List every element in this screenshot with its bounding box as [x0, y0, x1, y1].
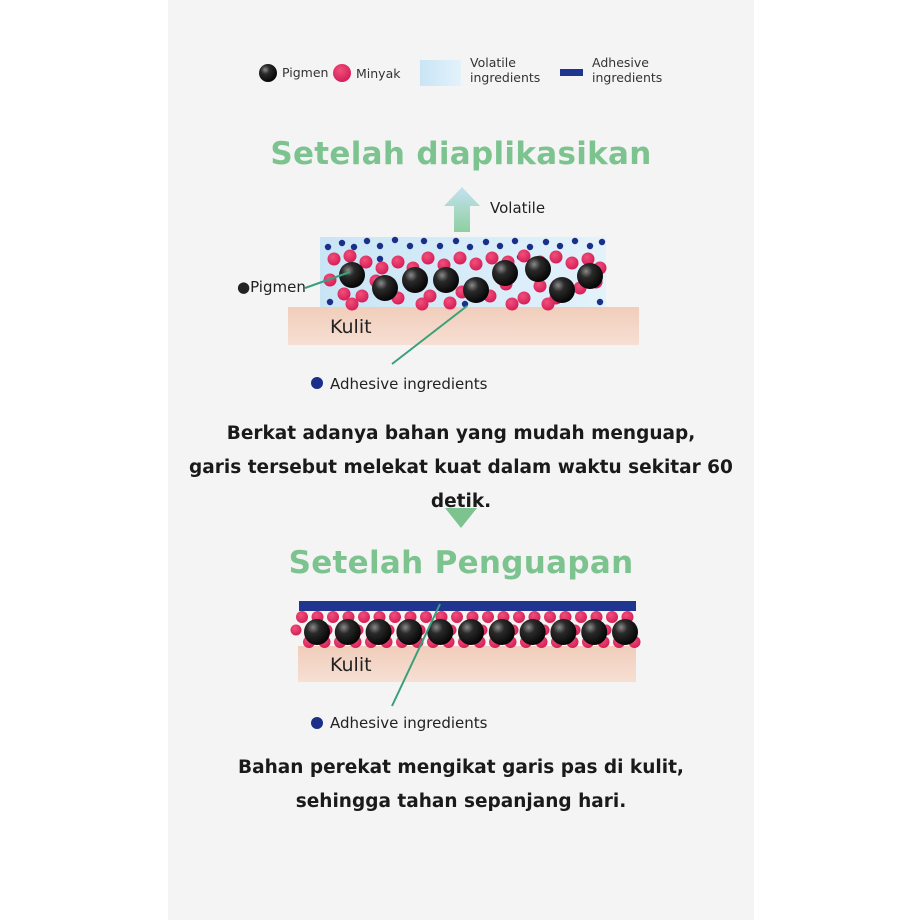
- oil-particle: [344, 250, 357, 263]
- oil-particle: [420, 611, 432, 623]
- adhesive-dot: [543, 239, 549, 245]
- adhesive-dot: [377, 256, 383, 262]
- pigment-particle: [372, 275, 398, 301]
- pigment-particle: [549, 277, 575, 303]
- pigment-particle: [463, 277, 489, 303]
- oil-particle: [346, 298, 359, 311]
- oil-particle: [358, 611, 370, 623]
- pigment-particle: [402, 267, 428, 293]
- adhesive-dot: [557, 243, 563, 249]
- pigment-particle: [550, 619, 576, 645]
- adhesive-dot: [364, 238, 370, 244]
- oil-particle: [389, 611, 401, 623]
- adhesive-label-2: Adhesive ingredients: [330, 714, 488, 732]
- adhesive-dot: [527, 244, 533, 250]
- adhesive-dot: [327, 299, 333, 305]
- legend-oil-label: Minyak: [356, 66, 401, 81]
- section1-caption: Berkat adanya bahan yang mudah menguap, garis tersebut melekat kuat dalam waktu sekitar 60 detik.: [189, 423, 733, 512]
- oil-particle: [513, 611, 525, 623]
- oil-particle: [486, 252, 499, 265]
- pigment-particle: [577, 263, 603, 289]
- oil-particle: [328, 253, 341, 266]
- adhesive-dot: [512, 238, 518, 244]
- legend-volatile-swatch: [420, 60, 461, 86]
- oil-particle: [451, 611, 463, 623]
- oil-particle: [506, 298, 519, 311]
- oil-particle: [606, 611, 618, 623]
- adhesive-dot: [437, 243, 443, 249]
- pigment-particle: [612, 619, 638, 645]
- section2-title: Setelah Penguapan: [288, 545, 634, 581]
- skin-label-2: Kulit: [330, 654, 372, 676]
- oil-particle: [544, 611, 556, 623]
- adhesive-dot: [572, 238, 578, 244]
- section1-title: Setelah diaplikasikan: [270, 136, 652, 172]
- oil-particle: [422, 252, 435, 265]
- pigment-particle: [525, 256, 551, 282]
- adhesive-dot: [325, 244, 331, 250]
- legend-adhesive-label: Adhesive ingredients: [592, 55, 663, 85]
- oil-particle: [392, 256, 405, 269]
- pigment-particle: [304, 619, 330, 645]
- oil-particle: [518, 292, 531, 305]
- oil-particle: [291, 625, 302, 636]
- adhesive-dot: [462, 301, 468, 307]
- oil-particle: [296, 611, 308, 623]
- oil-particle: [566, 257, 579, 270]
- legend-adhesive-swatch: [560, 69, 583, 76]
- adhesive-dot: [497, 243, 503, 249]
- pigment-particle: [581, 619, 607, 645]
- skin-label-1: Kulit: [330, 316, 372, 338]
- adhesive-dot: [599, 239, 605, 245]
- pigment-particle: [458, 619, 484, 645]
- oil-particle: [416, 298, 429, 311]
- legend-pigment-label: Pigmen: [282, 65, 329, 80]
- oil-particle: [482, 611, 494, 623]
- oil-particle: [376, 262, 389, 275]
- adhesive-label-dot-2: [311, 717, 323, 729]
- pigment-particles-2: [304, 619, 638, 645]
- adhesive-dot: [483, 239, 489, 245]
- pigment-particle: [366, 619, 392, 645]
- pigment-particle: [335, 619, 361, 645]
- section2-caption: Bahan perekat mengikat garis pas di kulit, sehingga tahan sepanjang hari.: [238, 757, 684, 812]
- volatile-arrow-icon: [444, 187, 480, 232]
- adhesive-dot: [392, 237, 398, 243]
- oil-particle: [470, 258, 483, 271]
- adhesive-label-dot-1: [311, 377, 323, 389]
- oil-particle: [444, 297, 457, 310]
- volatile-label: Volatile: [490, 199, 546, 217]
- pigment-particle: [492, 260, 518, 286]
- adhesive-dot: [453, 238, 459, 244]
- pigment-particle: [396, 619, 422, 645]
- oil-particle: [550, 251, 563, 264]
- oil-particle: [575, 611, 587, 623]
- legend-pigment-swatch: [259, 64, 277, 82]
- pigment-particle: [433, 267, 459, 293]
- pigment-label: ●Pigmen: [237, 278, 306, 296]
- legend-oil-swatch: [333, 64, 351, 82]
- legend-volatile-label: Volatile ingredients: [470, 55, 541, 85]
- pigment-particle: [489, 619, 515, 645]
- pigment-particle: [520, 619, 546, 645]
- adhesive-dot: [339, 240, 345, 246]
- adhesive-dot: [351, 244, 357, 250]
- adhesive-layer: [299, 601, 636, 611]
- adhesive-dot: [421, 238, 427, 244]
- adhesive-label-1: Adhesive ingredients: [330, 375, 488, 393]
- oil-particle: [454, 252, 467, 265]
- oil-particle: [542, 298, 555, 311]
- oil-particle: [327, 611, 339, 623]
- adhesive-dot: [467, 244, 473, 250]
- adhesive-dot: [597, 299, 603, 305]
- adhesive-dot: [377, 243, 383, 249]
- adhesive-dot: [407, 243, 413, 249]
- adhesive-dot: [587, 243, 593, 249]
